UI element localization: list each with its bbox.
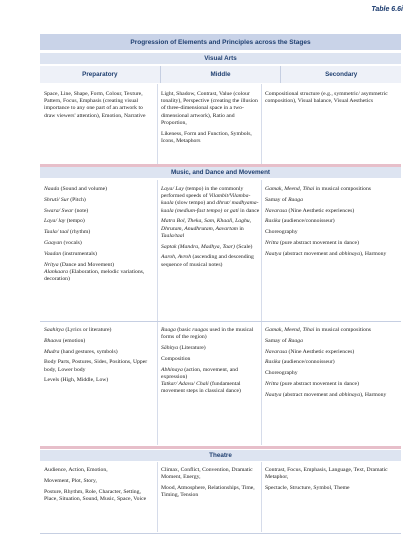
theatre-secondary-cell — [265, 467, 390, 496]
section-heading-music: Music, and Dance and Movement — [40, 167, 401, 178]
cell-text: Space, Line, Shape, Form, Colour, Texture, Pattern, Focus, Emphasis (creating visual importance to any one part of an artwork to draw viewers' attention), Emotion, Narrative — [44, 91, 146, 119]
visual-arts-preparatory-cell — [44, 91, 154, 123]
column-divider — [157, 462, 158, 532]
cell-text: Audience, Action, Emotion, — [44, 467, 108, 473]
term: Gamak, Meend, Tihai — [265, 186, 315, 192]
term: Rasika — [265, 359, 281, 366]
term: Vaadan — [44, 250, 62, 257]
term: dhrut/ madhyama-kaala (medium-fast tempo) — [161, 200, 259, 214]
definition: (instrumentals) — [61, 250, 97, 257]
definition: Choreography — [265, 229, 298, 236]
music-secondary-cell-a — [265, 186, 390, 262]
definition: (note) — [73, 207, 89, 214]
term: Naada — [44, 186, 60, 192]
column-divider — [261, 180, 262, 445]
definition: (rhythm) — [68, 229, 91, 236]
definition: (tempo) in the commonly performed speeds of — [161, 186, 244, 200]
column-header-row — [40, 66, 401, 83]
definition: (slow tempo) and — [173, 200, 217, 207]
term: Naatya — [265, 250, 282, 257]
cell-text: Mood, Atmosphere, Relationships, Time, Timing, Tension — [161, 485, 255, 499]
section-divider — [40, 446, 401, 449]
theatre-preparatory-cell — [44, 467, 154, 507]
term: Raaga — [288, 337, 303, 344]
definition: (Dance and Movement) — [58, 261, 114, 268]
term: abhinaya — [338, 250, 361, 257]
definition: (vocals) — [62, 239, 82, 246]
visual-arts-middle-cell — [161, 91, 261, 149]
term: Saahitya — [44, 327, 64, 333]
term: Raaga — [288, 196, 303, 203]
term: Shruti/ Sur — [44, 196, 69, 203]
column-divider — [157, 180, 158, 445]
column-header-preparatory: Preparatory — [82, 71, 118, 78]
term: Nritta — [265, 239, 279, 246]
term: Naatya — [265, 391, 282, 398]
theatre-middle-cell — [161, 467, 261, 503]
music-middle-cell-a — [161, 186, 261, 272]
definition: Choreography — [265, 370, 298, 377]
definition: (Pitch) — [68, 196, 86, 203]
term: Taala/ taal — [44, 229, 69, 236]
term: Nritta — [265, 380, 279, 387]
definition: in musical compositions — [314, 186, 372, 192]
column-divider — [261, 462, 262, 532]
definition: ), Harmony — [360, 250, 387, 257]
table-number: Table 6.6i — [371, 6, 403, 13]
term: Gamak, Meend, Tihai — [265, 327, 315, 333]
definition: (abstract movement and — [281, 250, 339, 257]
term: Mudra — [44, 348, 60, 355]
visual-arts-secondary-cell — [265, 91, 390, 109]
term: Alankaara — [44, 268, 69, 275]
definition: (Literature) — [178, 345, 206, 351]
section-heading-visual-arts: Visual Arts — [40, 53, 401, 64]
term: Laya/ lay — [44, 218, 66, 225]
definition: in — [237, 225, 244, 232]
table-bottom-rule — [40, 533, 401, 534]
definition: (fundamental movement steps in classical dance) — [161, 381, 241, 395]
definition: (Nine Aesthetic experiences) — [287, 207, 355, 214]
cell-text: Likeness, Form and Function, Symbols, Icons, Metaphors — [161, 130, 252, 144]
definition: (Sound and volume) — [59, 186, 108, 192]
row-divider — [40, 321, 401, 322]
definition: (pure abstract movement in dance) — [278, 239, 359, 246]
definition: (abstract movement and — [281, 391, 339, 398]
definition: (Elaboration, melodic variations, decoration) — [44, 268, 145, 282]
definition: (tempo) — [65, 218, 85, 225]
definition: (hand gestures, symbols) — [59, 348, 118, 355]
term: Bhaava — [44, 337, 62, 344]
definition: in dance — [238, 207, 260, 214]
definition: Samay of — [265, 196, 289, 203]
table-title: Progression of Elements and Principles across the Stages — [40, 34, 401, 50]
term: Rasika — [265, 218, 281, 225]
cell-text: Movement, Plot, Story, — [44, 477, 97, 484]
column-divider — [261, 84, 262, 164]
definition: (Nine Aesthetic experiences) — [287, 348, 355, 355]
definition: (action, movement, and expression) — [161, 366, 238, 380]
definition: in musical compositions — [314, 327, 372, 333]
definition: (audience/connoisseur) — [280, 218, 335, 225]
cell-text: Compositional structure (e.g., symmetric/ asymmetric composition), Visual balance, Visual Aesthetics — [265, 91, 388, 105]
term: Vilambit/Vilamba-kaala — [161, 193, 251, 207]
music-preparatory-cell-a — [44, 186, 154, 287]
term: Taala/taal — [161, 232, 185, 239]
term: Gaayan — [44, 239, 63, 246]
term: Sāhitya — [161, 345, 179, 351]
music-secondary-cell-b — [265, 327, 390, 403]
music-preparatory-cell-b — [44, 327, 154, 388]
column-header-middle: Middle — [160, 66, 282, 83]
cell-text: Contrast, Focus, Emphasis, Language, Text, Dramatic Metaphor, — [265, 467, 388, 481]
term: Matra Bol, Theka, Sam, Khaali, Laghu, Dhrutam, Anudhrutam, Aavartam — [161, 218, 252, 232]
term: Navarasa — [265, 207, 288, 214]
column-divider — [157, 84, 158, 164]
term: Saptak (Mandra, Madhya, Taar) — [161, 243, 235, 250]
term: raagas — [192, 327, 209, 333]
cell-text: Climax, Conflict, Convention, Dramatic Moment, Energy, — [161, 467, 253, 481]
definition: Composition — [161, 355, 191, 362]
term: Abhinaya — [161, 366, 183, 373]
definition: (Scale) — [234, 243, 253, 250]
term: gati — [229, 207, 239, 214]
definition: ), Harmony — [360, 391, 387, 398]
term: abhinaya — [338, 391, 361, 398]
definition: (ascending and descending sequence of musical notes) — [161, 254, 254, 268]
definition: Body Parts, Postures, Sides, Positions, Upper body, Lower body — [44, 359, 148, 373]
term: Tatkar/ Adavu/ Chali — [161, 381, 209, 387]
cell-text: Light, Shadow, Contrast, Value (colour tonality), Perspective (creating the illusion of three-dimensional space in a two-dimensional artwork), Ratio and Proportion, — [161, 91, 258, 126]
definition: used in the musical forms of the region) — [161, 327, 254, 341]
term: Navarasa — [265, 348, 288, 355]
section-heading-theatre: Theatre — [40, 450, 401, 461]
term: Swara/ Swar — [44, 207, 74, 214]
term: Laya/ Lay — [161, 186, 184, 192]
term: Aaroh, Avroh — [161, 254, 192, 261]
definition: (audience/connoisseur) — [280, 359, 335, 366]
music-middle-cell-b — [161, 327, 261, 399]
definition: (pure abstract movement in dance) — [278, 380, 359, 387]
definition: (emotion) — [61, 337, 86, 344]
definition: Samay of — [265, 337, 289, 344]
cell-text: Posture, Rhythm, Role, Character, Setting, Place, Situation, Sound, Music, Space, Voice — [44, 488, 147, 502]
term: Nritya — [44, 261, 59, 268]
definition: (basic — [175, 327, 193, 333]
definition: (Lyrics or literature) — [63, 327, 112, 333]
cell-text: Spectacle, Structure, Symbol, Theme — [265, 485, 350, 491]
column-header-secondary: Secondary — [325, 71, 358, 78]
definition: or — [222, 207, 230, 214]
term: Raaga — [161, 327, 176, 333]
definition: Levels (High, Middle, Low) — [44, 377, 109, 384]
